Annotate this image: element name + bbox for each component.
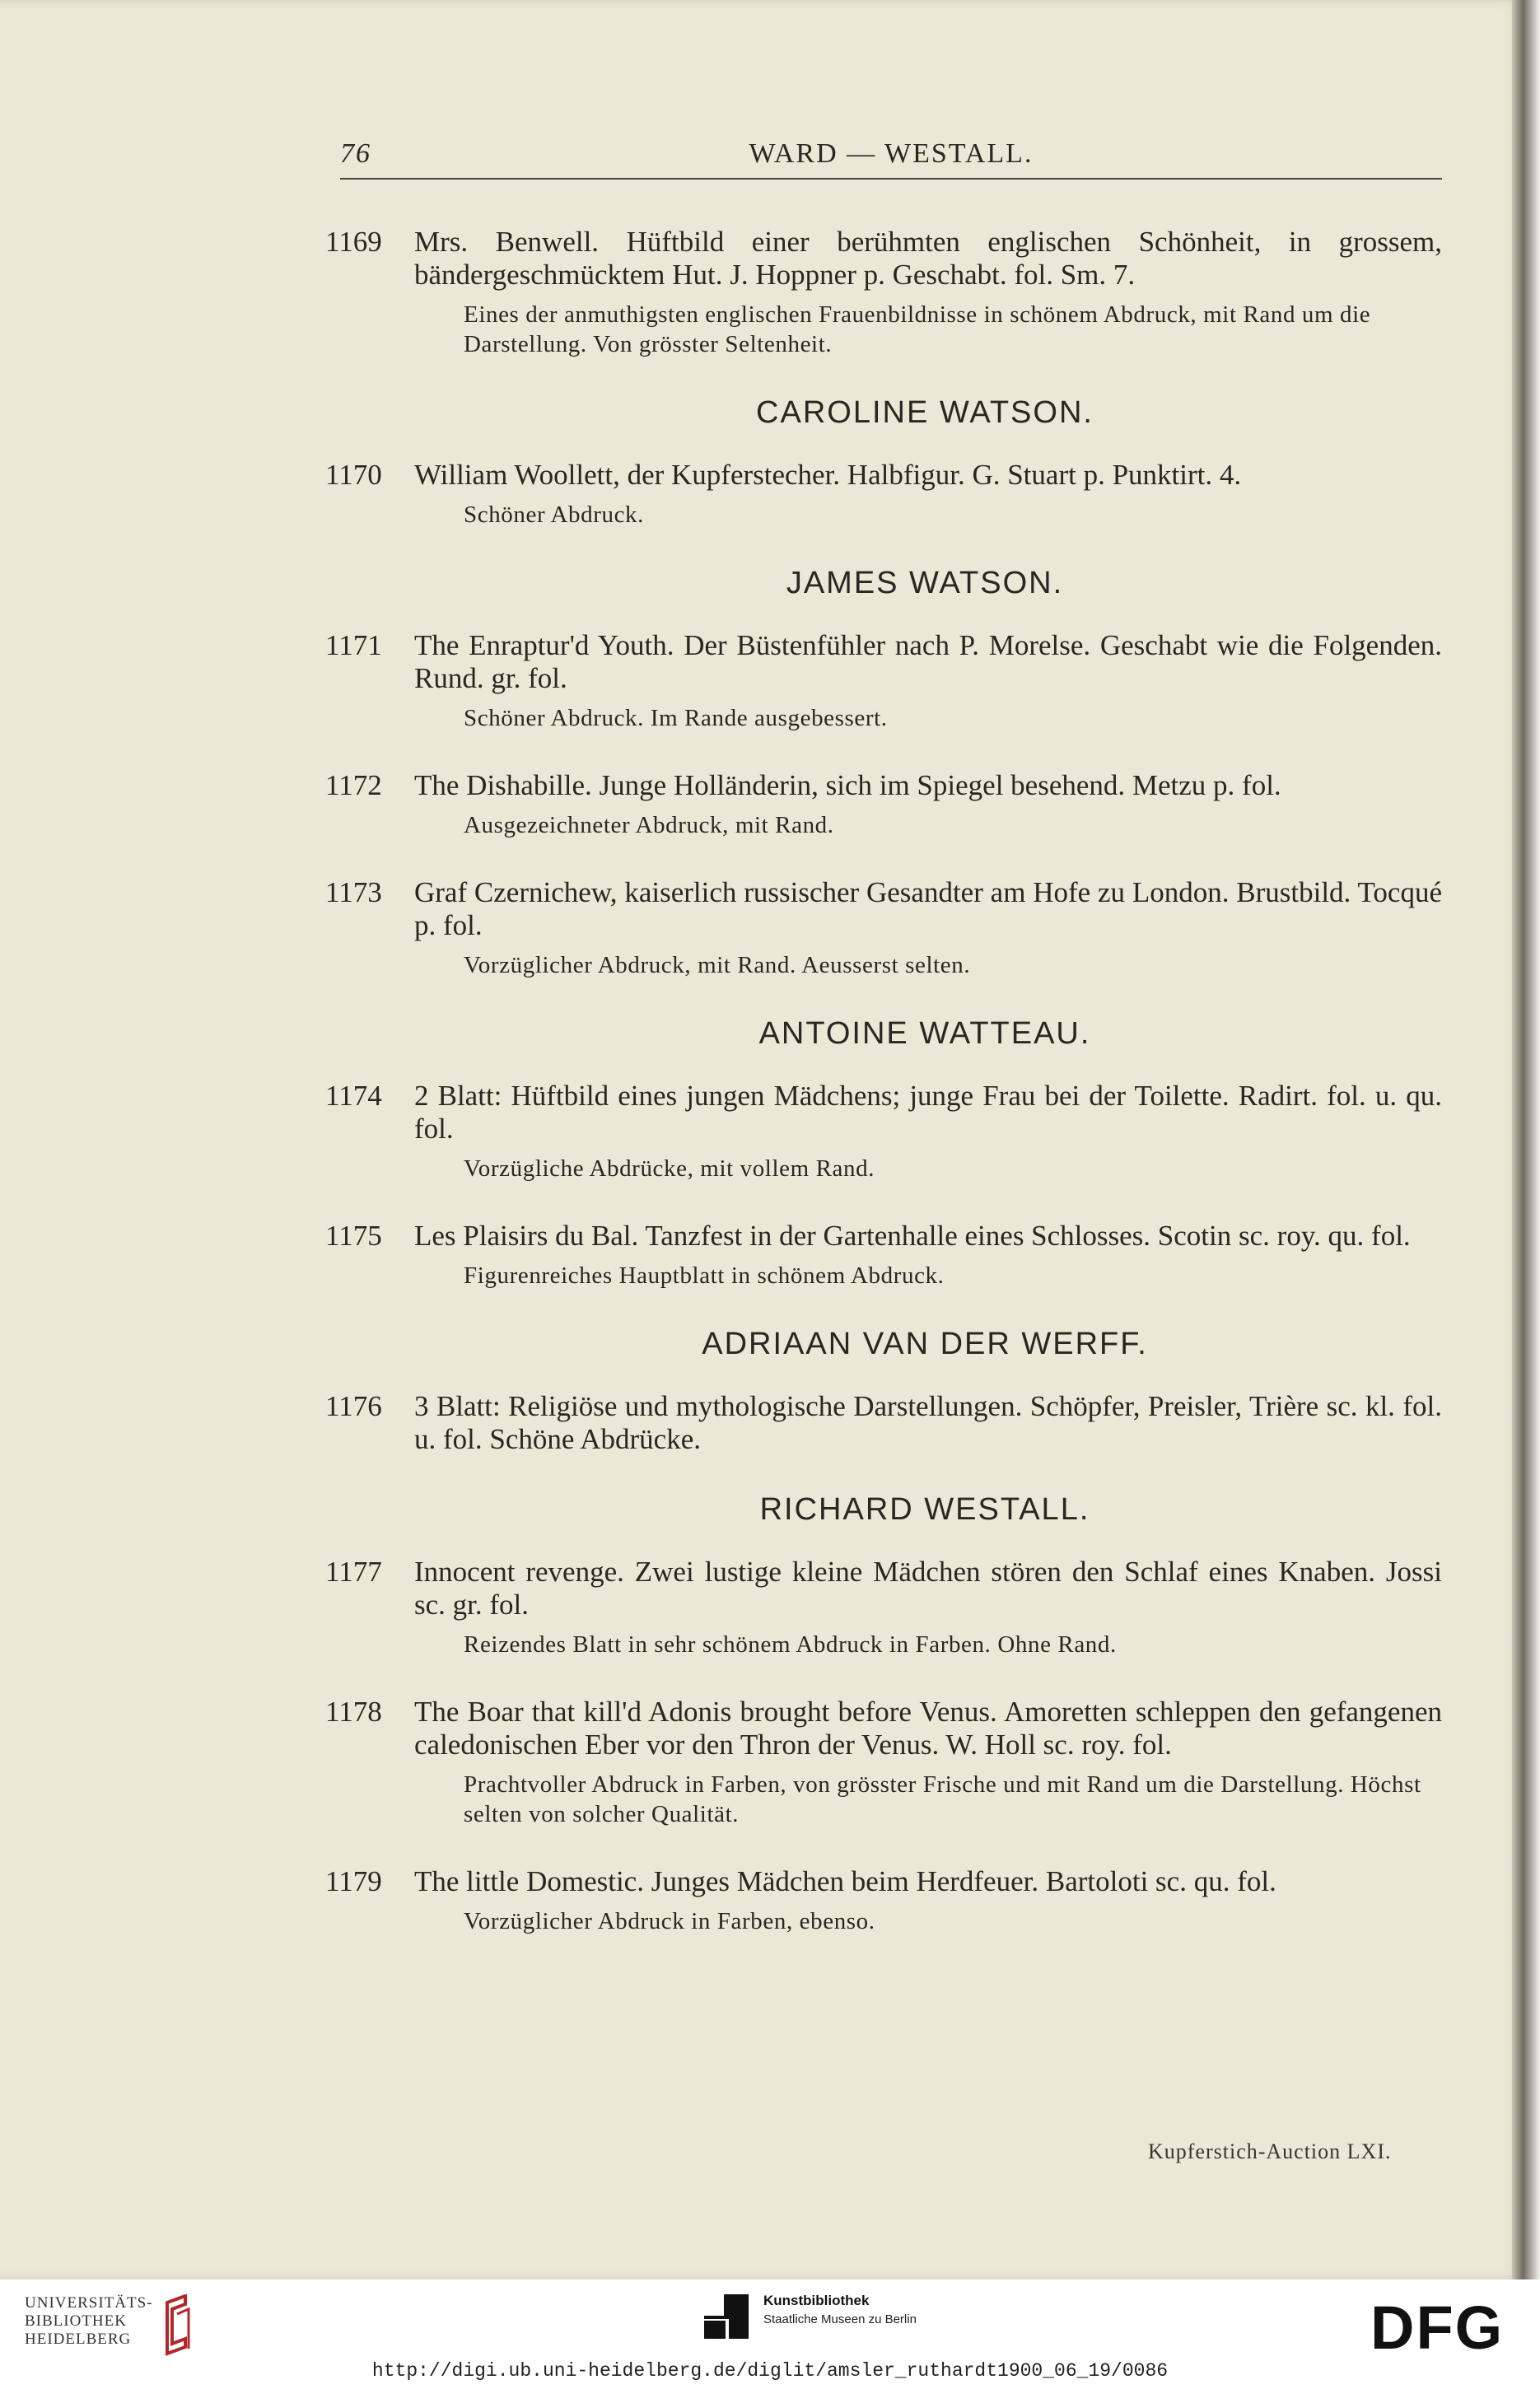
lot-note: Eines der anmuthigsten englischen Frauenbildnisse in schönem Abdruck, mit Rand um die Darstellung. Von grösster Seltenheit. [464,301,1371,357]
kunstbibliothek-logo[interactable] [704,2289,918,2350]
uni-logo-mark-icon [161,2294,194,2357]
page-number: 76 [340,138,371,169]
lot-description: Graf Czernichew, kaiserlich russischer Gesandter am Hofe zu London. Brustbild. Tocqué p. fol. [414,876,1442,941]
lot-description: The Dishabille. Junge Holländerin, sich im Spiegel besehend. Metzu p. fol. [414,769,1281,801]
lot-description: William Woollett, der Kupferstecher. Halbfigur. G. Stuart p. Punktirt. 4. [414,459,1242,491]
lot-note: Prachtvoller Abdruck in Farben, von grösster Frische und mit Rand um die Darstellung. Höchst selten von solcher Qualität. [464,1771,1421,1827]
lot-description: Mrs. Benwell. Hüftbild einer berühmten englischen Schönheit, in grossem, bändergeschmücktem Hut. J. Hoppner p. Geschabt. fol. Sm. 7. [414,226,1442,291]
lot-number: 1173 [325,876,382,908]
lot-note: Vorzüglicher Abdruck, mit Rand. Aeusserst selten. [464,952,971,978]
catalogue-entry [325,1390,1442,1456]
running-title: WARD — WESTALL. [749,138,1034,169]
lot-note: Figurenreiches Hauptblatt in schönem Abdruck. [464,1262,945,1289]
lot-note: Vorzügliche Abdrücke, mit vollem Rand. [464,1155,875,1182]
lot-number: 1176 [325,1390,382,1422]
lot-number: 1179 [325,1865,382,1897]
catalogue-entry [325,1080,1442,1183]
uni-logo-line3: HEIDELBERG [25,2331,132,2348]
lot-note: Ausgezeichneter Abdruck, mit Rand. [464,812,834,838]
lot-description: The Enraptur'd Youth. Der Büstenfühler nach P. Morelse. Geschabt wie die Folgenden. Rund. gr. fol. [414,629,1442,694]
lot-number: 1171 [325,629,382,661]
artist-heading: JAMES WATSON. [786,566,1064,600]
lot-note: Schöner Abdruck. Im Rande ausgebessert. [464,705,888,731]
lot-note: Schöner Abdruck. [464,502,645,528]
kunstbibliothek-subtitle: Staatliche Museen zu Berlin [763,2312,917,2326]
permalink-url[interactable]: http://digi.ub.uni-heidelberg.de/diglit/amsler_ruthardt1900_06_19/0086 [371,2360,1169,2382]
artist-heading: CAROLINE WATSON. [756,395,1094,430]
lot-number: 1170 [325,459,382,491]
running-header [340,138,1442,180]
lot-number: 1172 [325,769,382,801]
artist-heading: ADRIAAN VAN DER WERFF. [702,1327,1148,1361]
lot-description: Les Plaisirs du Bal. Tanzfest in der Gartenhalle eines Schlosses. Scotin sc. roy. qu. fol. [414,1220,1411,1252]
catalogue-entry [325,876,1442,980]
catalogue-body [325,226,1442,1972]
lot-number: 1175 [325,1220,382,1252]
dfg-logo[interactable]: DFG [1370,2293,1505,2362]
university-library-logo[interactable] [25,2294,153,2349]
lot-note: Vorzüglicher Abdruck in Farben, ebenso. [464,1908,875,1934]
artist-heading: RICHARD WESTALL. [759,1492,1090,1527]
catalogue-entry [325,769,1442,840]
kunstbibliothek-mark-icon [704,2294,749,2339]
uni-logo-line1: UNIVERSITÄTS- [25,2294,153,2312]
lot-number: 1177 [325,1556,382,1588]
kunstbibliothek-title: Kunstbibliothek [763,2293,870,2308]
signature-mark: Kupferstich-Auction LXI. [1148,2139,1392,2163]
lot-description: The Boar that kill'd Adonis brought before Venus. Amoretten schleppen den gefangenen caledonischen Eber vor den Thron der Venus. W. Holl sc. roy. fol. [414,1696,1442,1761]
lot-description: 2 Blatt: Hüftbild eines jungen Mädchens; junge Frau bei der Toilette. Radirt. fol. u. qu. fol. [414,1080,1442,1145]
catalogue-entry [325,1556,1442,1659]
lot-description: Innocent revenge. Zwei lustige kleine Mädchen stören den Schlaf eines Knaben. Jossi sc. gr. fol. [414,1556,1442,1621]
lot-number: 1174 [325,1080,382,1112]
lot-description: 3 Blatt: Religiöse und mythologische Darstellungen. Schöpfer, Preisler, Trière sc. kl. fol. u. fol. Schöne Abdrücke. [414,1390,1442,1455]
uni-logo-line2: BIBLIOTHEK [25,2312,127,2330]
page-edge-shadow [1512,0,1540,2279]
lot-number: 1169 [325,226,382,258]
catalogue-entry [325,226,1442,359]
catalogue-entry [325,1696,1442,1829]
artist-heading: ANTOINE WATTEAU. [758,1016,1091,1051]
catalogue-entry [325,629,1442,733]
lot-note: Reizendes Blatt in sehr schönem Abdruck in Farben. Ohne Rand. [464,1631,1117,1658]
lot-description: The little Domestic. Junges Mädchen beim Herdfeuer. Bartoloti sc. qu. fol. [414,1865,1276,1897]
lot-number: 1178 [325,1696,382,1728]
catalogue-entry [325,1220,1442,1290]
catalogue-entry [325,1865,1442,1936]
catalogue-entry [325,459,1442,530]
